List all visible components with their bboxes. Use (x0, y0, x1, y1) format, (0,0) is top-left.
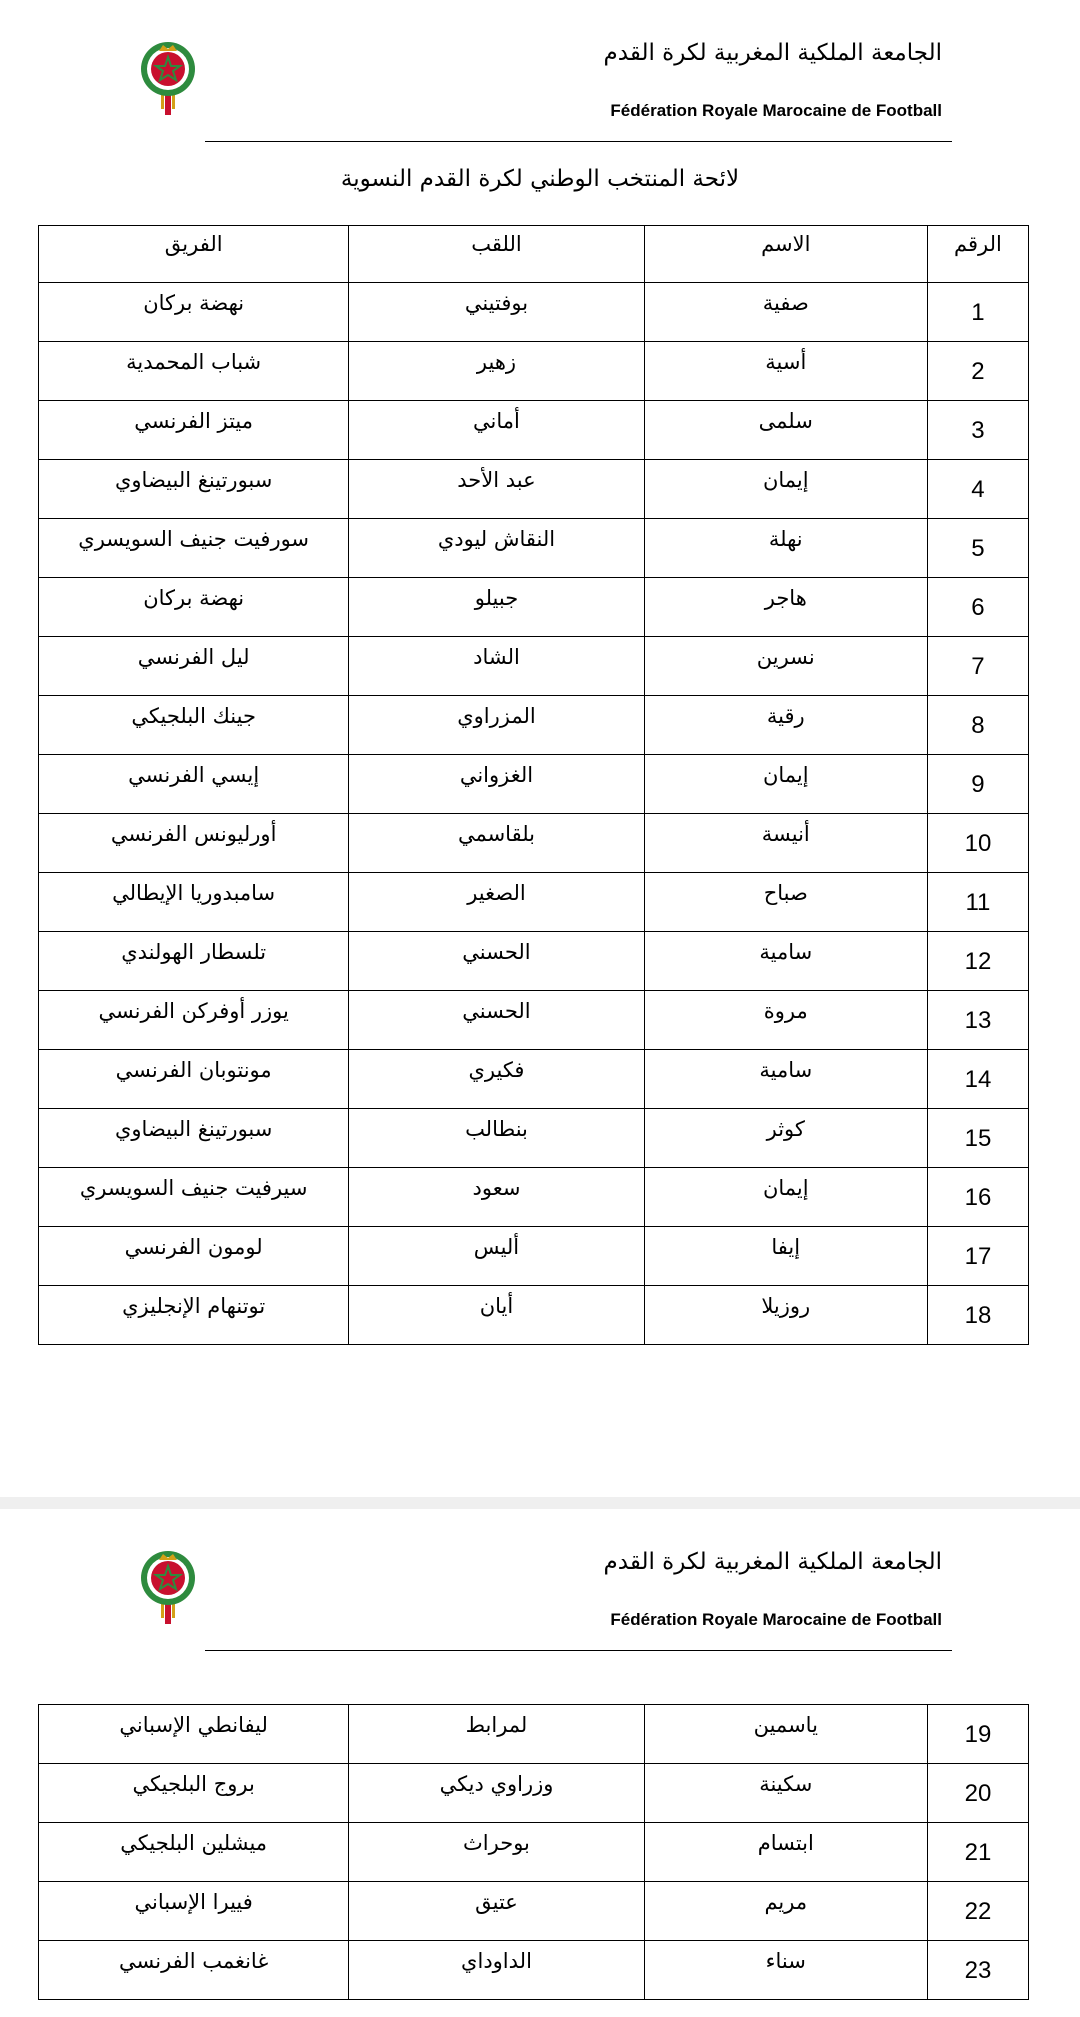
player-number-cell (927, 696, 1028, 755)
player-name: إيمان (762, 1176, 809, 1200)
player-name-cell (644, 873, 927, 932)
player-surname-cell (349, 1286, 644, 1345)
document-page-2 (0, 1509, 1080, 2017)
player-number-cell (927, 578, 1028, 637)
player-team-cell (39, 578, 349, 637)
player-number: 19 (964, 1721, 992, 1748)
document-title: لائحة المنتخب الوطني لكرة القدم النسوية (340, 166, 740, 192)
table-row (39, 401, 1029, 460)
player-surname-cell (349, 1823, 644, 1882)
player-team-cell (39, 1764, 349, 1823)
player-number-cell (927, 932, 1028, 991)
player-name: روزيلا (761, 1294, 811, 1318)
player-surname: عبد الأحد (457, 468, 536, 492)
player-number-cell (927, 991, 1028, 1050)
player-name: إيمان (762, 763, 809, 787)
player-number-cell (927, 1286, 1028, 1345)
player-surname: الداوداي (461, 1949, 532, 1973)
federation-name-arabic: الجامعة الملكية المغربية لكرة القدم (603, 40, 942, 66)
page-header (0, 1509, 1080, 1654)
table-row (39, 1109, 1029, 1168)
player-name-cell (644, 283, 927, 342)
player-name-cell (644, 814, 927, 873)
player-name: إيفا (771, 1235, 801, 1259)
player-team-cell (39, 401, 349, 460)
player-surname: بوفتيني (464, 291, 529, 315)
player-number-cell (927, 1823, 1028, 1882)
federation-name-arabic: الجامعة الملكية المغربية لكرة القدم (603, 1549, 942, 1575)
table-row (39, 755, 1029, 814)
player-team: شباب المحمدية (126, 350, 262, 374)
table-row (39, 460, 1029, 519)
table-header-row (39, 226, 1029, 283)
player-team: إيسي الفرنسي (128, 763, 260, 787)
player-name: سكينة (759, 1772, 813, 1796)
player-team-cell (39, 1109, 349, 1168)
player-surname: زهير (476, 350, 517, 374)
player-number: 18 (964, 1302, 992, 1329)
player-team-cell (39, 1941, 349, 2000)
player-number: 16 (964, 1184, 992, 1211)
player-surname: فكيري (468, 1058, 525, 1082)
player-surname-cell (349, 873, 644, 932)
player-surname-cell (349, 932, 644, 991)
player-number-cell (927, 342, 1028, 401)
player-number: 21 (964, 1839, 992, 1866)
player-name: إيمان (762, 468, 809, 492)
player-team: نهضة بركان (143, 586, 245, 610)
table-row (39, 1168, 1029, 1227)
player-team-cell (39, 755, 349, 814)
table-row (39, 1941, 1029, 2000)
player-name: ابتسام (757, 1831, 814, 1855)
player-number-cell (927, 873, 1028, 932)
federation-crest-logo (139, 41, 197, 115)
player-team-cell (39, 342, 349, 401)
player-name-cell (644, 1109, 927, 1168)
player-team: بروج البلجيكي (132, 1772, 255, 1796)
player-name-cell (644, 519, 927, 578)
player-surname: بلقاسمي (457, 822, 535, 846)
player-name-cell (644, 637, 927, 696)
table-row (39, 932, 1029, 991)
player-team: سامبدوريا الإيطالي (112, 881, 276, 905)
player-team: سيرفيت جنيف السويسري (79, 1176, 308, 1200)
player-team: لومون الفرنسي (124, 1235, 263, 1259)
player-number-cell (927, 1050, 1028, 1109)
player-number: 15 (964, 1125, 992, 1152)
column-header-name: الاسم (644, 226, 927, 283)
player-surname-cell (349, 696, 644, 755)
player-team: جينك البلجيكي (131, 704, 256, 728)
player-team: غانغمب الفرنسي (119, 1949, 269, 1973)
player-name-cell (644, 1823, 927, 1882)
player-surname: وزراوي ديكي (439, 1772, 554, 1796)
player-number: 23 (964, 1957, 992, 1984)
player-team-cell (39, 1882, 349, 1941)
header-divider (205, 1650, 952, 1651)
player-surname-cell (349, 637, 644, 696)
column-header-team: الفريق (39, 226, 349, 283)
player-team: ليل الفرنسي (137, 645, 250, 669)
player-surname-cell (349, 1882, 644, 1941)
table-row (39, 1764, 1029, 1823)
federation-crest-logo (139, 1550, 197, 1624)
player-surname: عتيق (475, 1890, 518, 1914)
player-surname-cell (349, 1705, 644, 1764)
player-surname: لمرابط (465, 1713, 528, 1737)
player-number-cell (927, 1882, 1028, 1941)
player-number: 20 (964, 1780, 992, 1807)
player-surname: الصغير (467, 881, 526, 905)
table-row (39, 991, 1029, 1050)
column-header-number: الرقم (927, 226, 1028, 283)
player-name: ياسمين (753, 1713, 818, 1737)
header-divider (205, 141, 952, 142)
player-number-cell (927, 1168, 1028, 1227)
player-number-cell (927, 1941, 1028, 2000)
player-number: 14 (964, 1066, 992, 1093)
player-surname-cell (349, 1050, 644, 1109)
player-team-cell (39, 1227, 349, 1286)
player-name: صباح (763, 881, 808, 905)
player-number: 10 (964, 830, 992, 857)
player-name: رقية (766, 704, 805, 728)
table-row (39, 342, 1029, 401)
player-team-cell (39, 991, 349, 1050)
player-surname: الغزواني (459, 763, 534, 787)
player-name: سلمى (758, 409, 813, 433)
player-number: 5 (971, 535, 985, 562)
player-surname-cell (349, 814, 644, 873)
table-row (39, 1050, 1029, 1109)
player-team: سورفيت جنيف السويسري (78, 527, 310, 551)
roster-table-continued (38, 1704, 1029, 2000)
player-name-cell (644, 1050, 927, 1109)
player-surname-cell (349, 401, 644, 460)
player-team: تلسطار الهولندي (121, 940, 267, 964)
player-team-cell (39, 283, 349, 342)
player-surname: جبيلو (474, 586, 519, 610)
player-name-cell (644, 1705, 927, 1764)
player-team-cell (39, 696, 349, 755)
player-number-cell (927, 637, 1028, 696)
player-number: 13 (964, 1007, 992, 1034)
table-row (39, 1705, 1029, 1764)
player-team-cell (39, 1050, 349, 1109)
player-team: ميشلين البلجيكي (120, 1831, 268, 1855)
player-number: 2 (971, 358, 985, 385)
player-surname-cell (349, 283, 644, 342)
player-team-cell (39, 460, 349, 519)
player-name-cell (644, 696, 927, 755)
player-team-cell (39, 1705, 349, 1764)
player-surname-cell (349, 1109, 644, 1168)
player-team: فييرا الإسباني (134, 1890, 253, 1914)
player-number: 8 (971, 712, 985, 739)
table-row (39, 578, 1029, 637)
player-name: كوثر (766, 1117, 805, 1141)
player-team-cell (39, 637, 349, 696)
table-row (39, 1286, 1029, 1345)
table-row (39, 696, 1029, 755)
player-name: نهلة (768, 527, 803, 551)
player-surname-cell (349, 519, 644, 578)
player-name-cell (644, 460, 927, 519)
column-header-surname: اللقب (349, 226, 644, 283)
table-row (39, 1823, 1029, 1882)
player-number-cell (927, 1764, 1028, 1823)
player-team: يوزر أوفركن الفرنسي (98, 999, 289, 1023)
player-number: 12 (964, 948, 992, 975)
player-name-cell (644, 1941, 927, 2000)
player-team: ميتز الفرنسي (134, 409, 254, 433)
player-surname: الشاد (473, 645, 520, 669)
table-row (39, 283, 1029, 342)
player-number-cell (927, 1705, 1028, 1764)
player-team-cell (39, 873, 349, 932)
page-header (0, 0, 1080, 145)
player-name-cell (644, 991, 927, 1050)
player-name-cell (644, 755, 927, 814)
player-name-cell (644, 1882, 927, 1941)
player-team: ليفانطي الإسباني (119, 1713, 268, 1737)
player-team-cell (39, 1823, 349, 1882)
table-row (39, 1882, 1029, 1941)
player-name: صفية (762, 291, 809, 315)
table-row (39, 637, 1029, 696)
player-team: سبورتينغ البيضاوي (114, 1117, 273, 1141)
player-team-cell (39, 932, 349, 991)
table-row (39, 873, 1029, 932)
player-name-cell (644, 1168, 927, 1227)
player-number: 4 (971, 476, 985, 503)
player-name: سناء (765, 1949, 806, 1973)
player-team: نهضة بركان (143, 291, 245, 315)
player-name: أسية (765, 350, 807, 374)
player-team: مونتوبان الفرنسي (115, 1058, 272, 1082)
player-number-cell (927, 1227, 1028, 1286)
player-team: توتنهام الإنجليزي (122, 1294, 266, 1318)
table-row (39, 519, 1029, 578)
player-number-cell (927, 519, 1028, 578)
player-name: مريم (764, 1890, 808, 1914)
player-surname-cell (349, 1168, 644, 1227)
player-number: 6 (971, 594, 985, 621)
roster-table (38, 225, 1029, 1345)
player-surname-cell (349, 1764, 644, 1823)
player-number-cell (927, 1109, 1028, 1168)
player-number: 9 (971, 771, 985, 798)
player-surname: سعود (472, 1176, 521, 1200)
player-team: سبورتينغ البيضاوي (114, 468, 273, 492)
player-name: أنيسة (761, 822, 810, 846)
player-number: 17 (964, 1243, 992, 1270)
player-number: 3 (971, 417, 985, 444)
player-surname-cell (349, 755, 644, 814)
table-row (39, 1227, 1029, 1286)
player-team-cell (39, 1286, 349, 1345)
player-number-cell (927, 755, 1028, 814)
player-name: سامية (759, 940, 813, 964)
player-team-cell (39, 814, 349, 873)
player-surname-cell (349, 991, 644, 1050)
player-surname: الحسني (462, 940, 531, 964)
player-name-cell (644, 342, 927, 401)
player-surname-cell (349, 1227, 644, 1286)
player-name-cell (644, 1286, 927, 1345)
federation-name-french: Fédération Royale Marocaine de Football (610, 1610, 942, 1629)
player-name: مروة (763, 999, 808, 1023)
player-number: 11 (965, 889, 991, 916)
player-number: 1 (971, 299, 985, 326)
player-surname: أليس (473, 1235, 520, 1259)
player-number: 22 (964, 1898, 992, 1925)
player-number-cell (927, 814, 1028, 873)
federation-name-french: Fédération Royale Marocaine de Football (610, 101, 942, 120)
player-name-cell (644, 578, 927, 637)
table-row (39, 814, 1029, 873)
player-name-cell (644, 1764, 927, 1823)
player-name-cell (644, 932, 927, 991)
player-surname: أيان (479, 1294, 514, 1318)
player-surname-cell (349, 1941, 644, 2000)
player-surname: بنطالب (465, 1117, 528, 1141)
player-surname-cell (349, 460, 644, 519)
player-surname: الحسني (462, 999, 531, 1023)
player-surname: المزراوي (457, 704, 536, 728)
player-surname: أماني (473, 409, 520, 433)
player-surname: النقاش ليودي (437, 527, 556, 551)
player-number: 7 (971, 653, 985, 680)
player-number-cell (927, 460, 1028, 519)
player-surname-cell (349, 342, 644, 401)
player-name-cell (644, 401, 927, 460)
player-team: أورليونس الفرنسي (110, 822, 277, 846)
player-surname: بوحراث (463, 1831, 530, 1855)
player-surname-cell (349, 578, 644, 637)
player-name-cell (644, 1227, 927, 1286)
player-name: هاجر (764, 586, 807, 610)
player-name: سامية (759, 1058, 813, 1082)
player-number-cell (927, 283, 1028, 342)
player-number-cell (927, 401, 1028, 460)
player-name: نسرين (756, 645, 815, 669)
player-team-cell (39, 519, 349, 578)
player-team-cell (39, 1168, 349, 1227)
